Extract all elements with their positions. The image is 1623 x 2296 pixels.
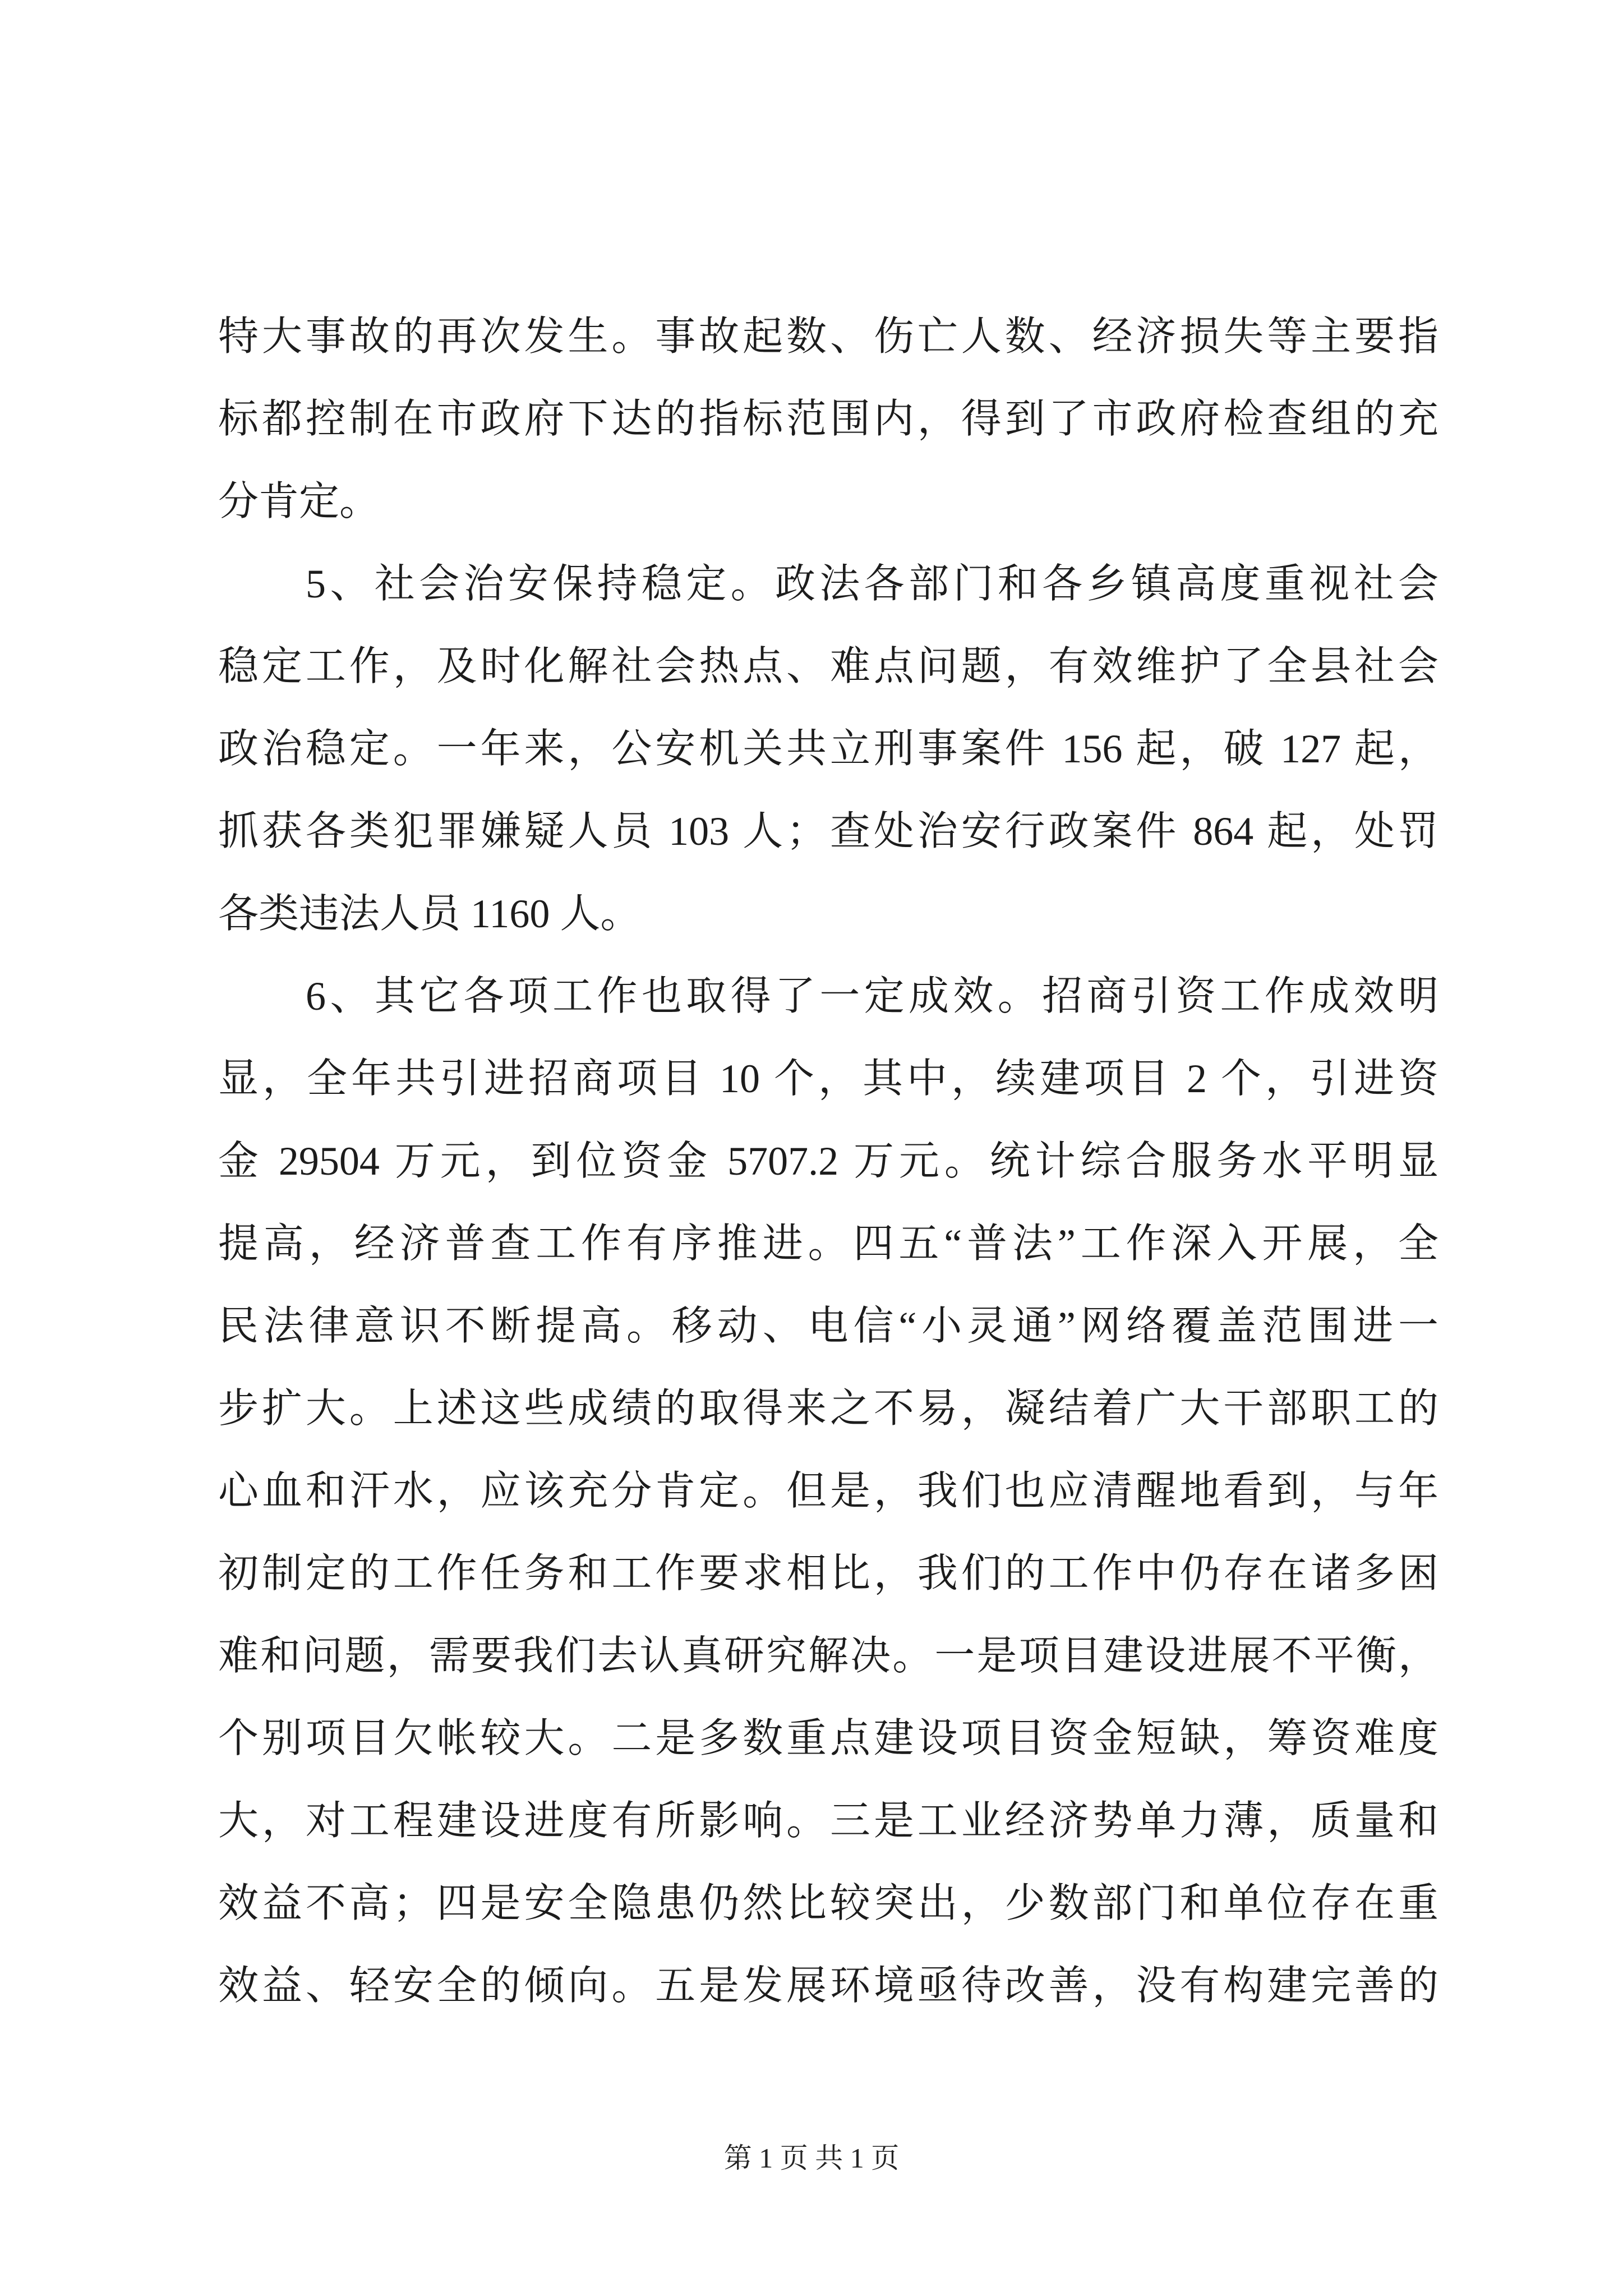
text-line: 金 29504 万元，到位资金 5707.2 万元。统计综合服务水平明显: [218, 1139, 1438, 1184]
text-line: 初制定的工作任务和工作要求相比，我们的工作中仍存在诸多困: [218, 1551, 1438, 1596]
text-line: 特大事故的再次发生。事故起数、伤亡人数、经济损失等主要指: [218, 314, 1438, 359]
text-line: 难和问题，需要我们去认真研究解决。一是项目建设进展不平衡，: [218, 1634, 1438, 1678]
text-line: 稳定工作，及时化解社会热点、难点问题，有效维护了全县社会: [218, 644, 1438, 689]
text-line: 各类违法人员 1160 人。: [218, 891, 641, 936]
text-line: 心血和汗水，应该充分肯定。但是，我们也应清醒地看到，与年: [218, 1469, 1438, 1513]
text-line: 提高，经济普查工作有序推进。四五“普法”工作深入开展，全: [218, 1221, 1438, 1266]
text-line: 5、社会治安保持稳定。政法各部门和各乡镇高度重视社会: [306, 562, 1438, 606]
text-line: 大，对工程建设进度有所影响。三是工业经济势单力薄，质量和: [218, 1798, 1438, 1843]
paragraph: [218, 955, 1438, 2027]
document-body: [218, 296, 1438, 2027]
text-line: 民法律意识不断提高。移动、电信“小灵通”网络覆盖范围进一: [218, 1304, 1438, 1349]
text-line: 政治稳定。一年来，公安机关共立刑事案件 156 起，破 127 起，: [218, 726, 1438, 771]
text-line: 效益、轻安全的倾向。五是发展环境亟待改善，没有构建完善的: [218, 1963, 1438, 2008]
text-line: 个别项目欠帐较大。二是多数重点建设项目资金短缺，筹资难度: [218, 1716, 1438, 1761]
page-footer: [0, 2137, 1623, 2179]
text-line: 分肯定。: [218, 479, 380, 524]
text-line: 效益不高；四是安全隐患仍然比较突出，少数部门和单位存在重: [218, 1881, 1438, 1926]
text-line: 步扩大。上述这些成绩的取得来之不易，凝结着广大干部职工的: [218, 1386, 1438, 1431]
paragraph: [218, 543, 1438, 955]
page-number-label: 第 1 页 共 1 页: [723, 2142, 900, 2174]
text-line: 显，全年共引进招商项目 10 个，其中，续建项目 2 个，引进资: [218, 1056, 1438, 1101]
text-line: 标都控制在市政府下达的指标范围内，得到了市政府检查组的充: [218, 397, 1438, 441]
text-line: 6、其它各项工作也取得了一定成效。招商引资工作成效明: [306, 974, 1438, 1019]
paragraph: [218, 296, 1438, 543]
text-line: 抓获各类犯罪嫌疑人员 103 人；查处治安行政案件 864 起，处罚: [218, 809, 1438, 854]
